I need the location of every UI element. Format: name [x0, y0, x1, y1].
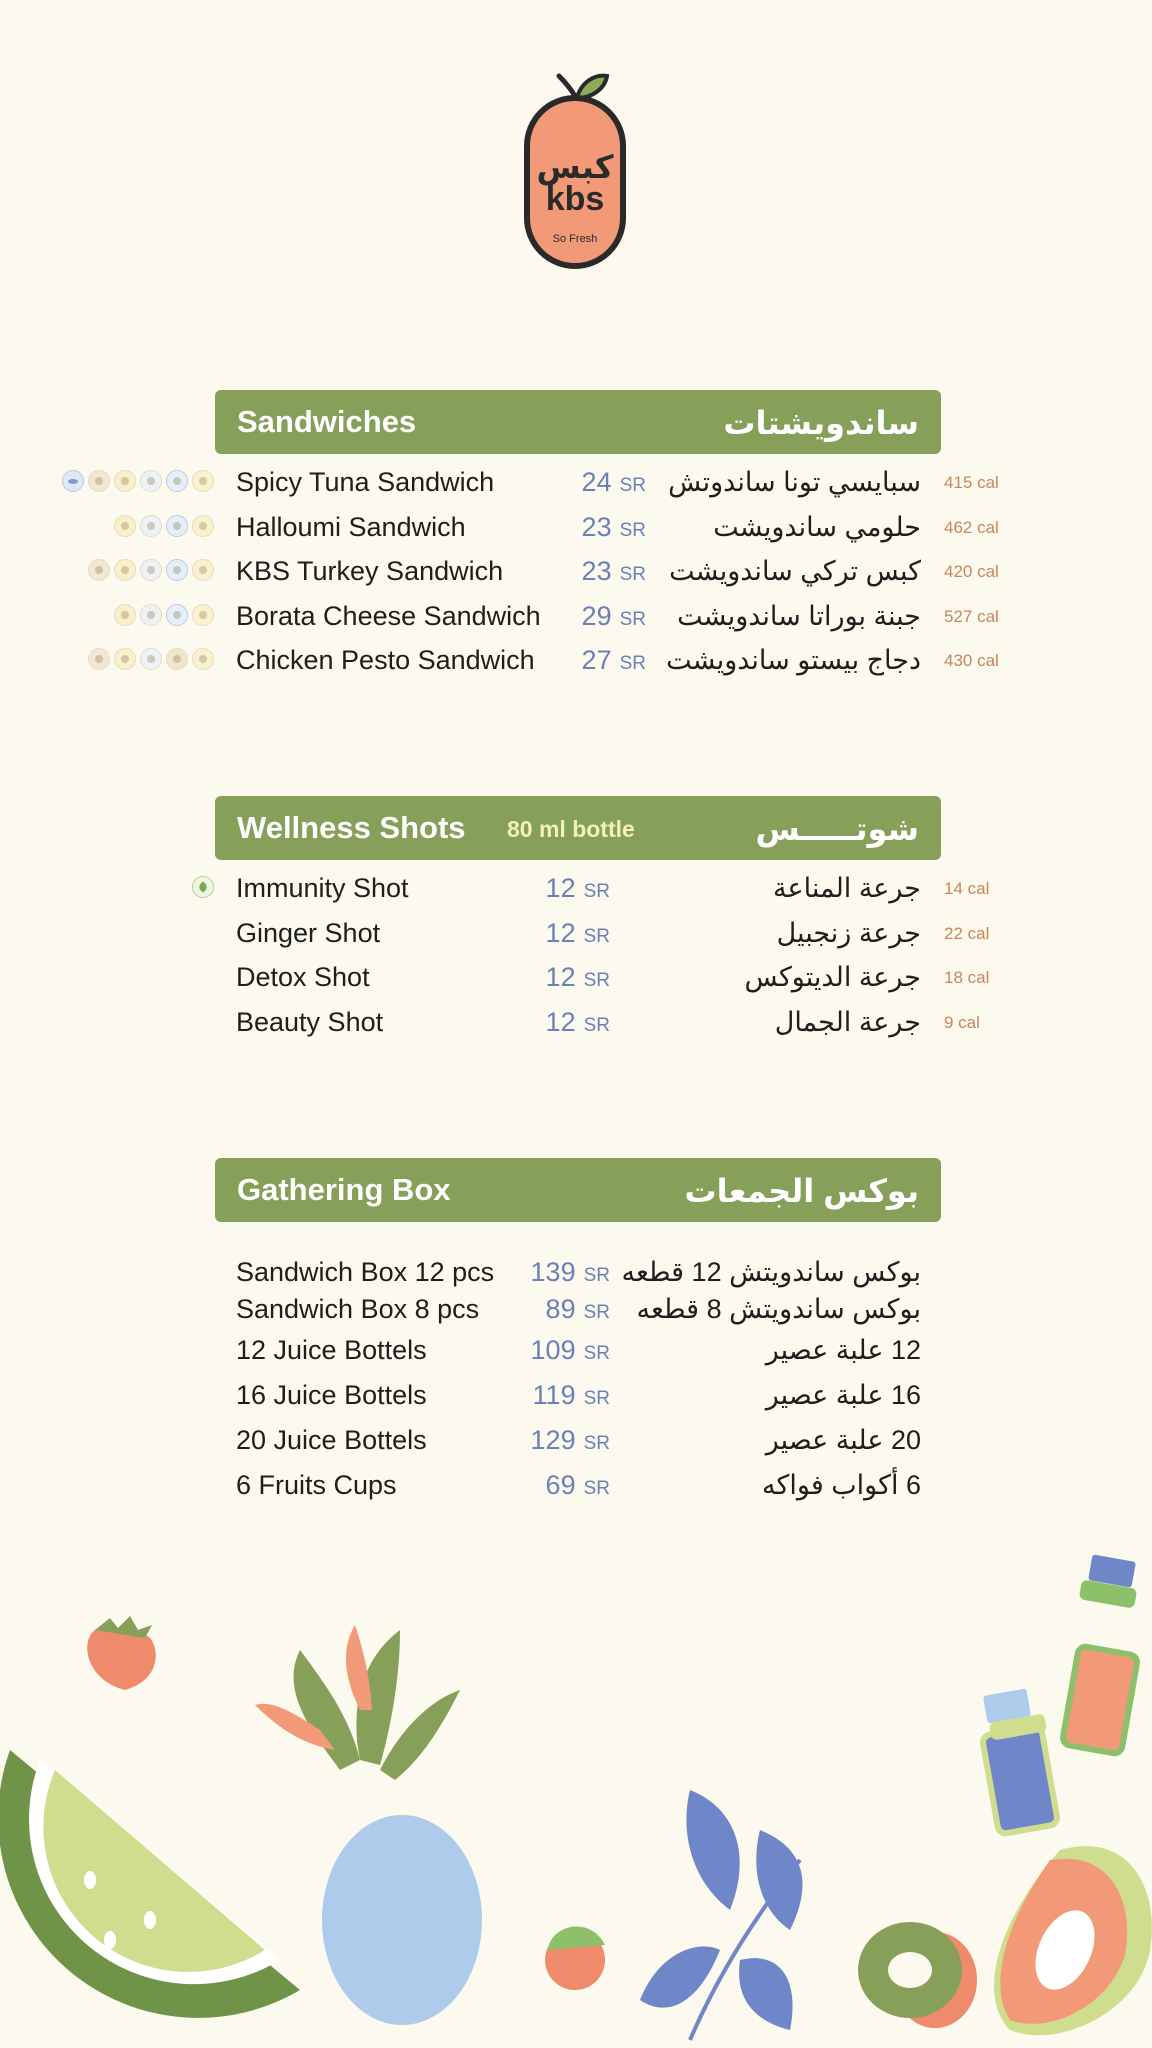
price-value: 12 [545, 917, 576, 948]
sandwiches-section-header [215, 390, 941, 454]
price-currency: SR [619, 608, 646, 630]
item-name-en: Ginger Shot [236, 917, 381, 948]
menu-item-row [0, 596, 1152, 640]
item-name-en: Immunity Shot [236, 873, 409, 903]
item-name-en: 16 Juice Bottels [236, 1380, 427, 1410]
bottle-icon [982, 1688, 1058, 1834]
item-price [546, 1465, 610, 1510]
egg-icon [114, 604, 136, 626]
pineapple-icon [255, 1625, 482, 2025]
menu-item-row [0, 868, 1152, 912]
item-calories: 9 cal [944, 1012, 980, 1032]
item-price [533, 1375, 610, 1420]
item-calories: 430 cal [944, 651, 999, 670]
price-currency: SR [619, 519, 646, 541]
item-name-en: 6 Fruits Cups [236, 1470, 397, 1500]
price-value: 119 [532, 1380, 576, 1410]
milk-icon [140, 515, 162, 537]
price-value: 89 [545, 1294, 576, 1324]
sandwiches-title-ar: ساندويشتات [723, 405, 919, 441]
bread-icon [88, 470, 110, 492]
egg-icon [114, 470, 136, 492]
item-price [546, 957, 610, 1002]
egg-icon [114, 559, 136, 581]
papaya-icon [994, 1846, 1152, 2035]
price-currency: SR [583, 881, 610, 902]
menu-item-row [0, 913, 1152, 957]
item-name-ar: سبايسي تونا ساندوتش [668, 467, 921, 497]
gathering-section-header [215, 1158, 941, 1222]
price-value: 12 [545, 873, 576, 903]
nut-icon [166, 648, 188, 670]
item-name-en: Chicken Pesto Sandwich [236, 645, 535, 675]
price-value: 24 [581, 467, 612, 497]
wellness-bottle-note: 80 ml bottle [507, 816, 635, 842]
bottle-icon [1062, 1554, 1138, 1754]
price-currency: SR [583, 1014, 610, 1036]
gathering-title-ar: بوكس الجمعات [684, 1173, 919, 1209]
item-price [582, 462, 646, 507]
item-calories: 18 cal [944, 968, 990, 987]
price-currency: SR [619, 653, 646, 674]
item-name-ar: 20 علبة عصير [765, 1425, 921, 1455]
item-price [582, 640, 646, 685]
wellness-title-ar: شوتـــــس [755, 811, 919, 847]
price-value: 27 [581, 645, 612, 675]
item-price [582, 507, 646, 552]
item-name-ar: 12 علبة عصير [765, 1335, 921, 1365]
price-currency: SR [619, 475, 646, 496]
price-value: 12 [545, 962, 576, 992]
item-name-en: KBS Turkey Sandwich [236, 556, 504, 586]
item-name-en: Halloumi Sandwich [236, 511, 466, 542]
leaf-icon [192, 876, 214, 898]
item-name-ar: جرعة زنجبيل [776, 917, 921, 948]
price-value: 12 [545, 1006, 576, 1037]
price-currency: SR [583, 1433, 610, 1454]
item-price [546, 1002, 610, 1047]
wheat-icon [192, 515, 214, 537]
price-value: 69 [545, 1470, 576, 1500]
item-name-en: 20 Juice Bottels [236, 1425, 427, 1455]
item-name-ar: 16 علبة عصير [765, 1380, 921, 1410]
menu-item-row [0, 1375, 1152, 1419]
wheat-icon [192, 648, 214, 670]
item-name-ar: جرعة المناعة [773, 873, 921, 903]
item-name-en: 12 Juice Bottels [236, 1335, 427, 1365]
menu-item-row [0, 957, 1152, 1001]
soy-icon [166, 515, 188, 537]
logo-latin: kbs [545, 180, 605, 218]
soy-icon [166, 559, 188, 581]
price-currency: SR [619, 564, 646, 585]
item-name-ar: جرعة الديتوكس [744, 962, 921, 992]
egg-icon [114, 648, 136, 670]
kiwi-icon [858, 1922, 977, 2028]
item-name-ar: حلومي ساندويشت [713, 511, 921, 542]
price-currency: SR [583, 1388, 610, 1409]
sandwiches-title-en: Sandwiches [237, 404, 417, 439]
wellness-section-header [215, 796, 941, 860]
item-calories: 14 cal [944, 879, 990, 898]
menu-item-row [0, 1330, 1152, 1374]
wheat-icon [192, 470, 214, 492]
price-value: 23 [581, 511, 612, 542]
item-price [546, 1289, 610, 1334]
price-currency: SR [583, 925, 610, 947]
price-currency: SR [583, 1302, 610, 1323]
menu-item-row [0, 507, 1152, 551]
price-currency: SR [583, 1343, 610, 1364]
milk-icon [140, 559, 162, 581]
item-name-en: Borata Cheese Sandwich [236, 600, 541, 631]
milk-icon [140, 470, 162, 492]
allergen-icons [114, 604, 214, 630]
price-value: 109 [530, 1335, 576, 1365]
price-currency: SR [583, 1265, 610, 1286]
item-price [582, 596, 646, 641]
menu-item-row [0, 1420, 1152, 1464]
milk-icon [140, 604, 162, 626]
menu-item-row [0, 1465, 1152, 1509]
kbs-logo [519, 70, 631, 272]
item-price [531, 1330, 610, 1375]
item-name-ar: بوكس ساندويتش 12 قطعه [621, 1257, 921, 1287]
item-name-en: Sandwich Box 8 pcs [236, 1294, 480, 1324]
item-calories: 22 cal [944, 923, 990, 943]
item-name-ar: 6 أكواب فواكه [762, 1470, 921, 1500]
menu-item-row [0, 462, 1152, 506]
price-currency: SR [583, 1478, 610, 1499]
soy-icon [166, 604, 188, 626]
item-calories: 415 cal [944, 473, 999, 492]
item-price [582, 551, 646, 596]
menu-item-row [0, 640, 1152, 684]
soy-icon [166, 470, 188, 492]
wheat-icon [192, 559, 214, 581]
watermelon-icon [0, 1750, 300, 2018]
wheat-icon [192, 604, 214, 626]
item-name-ar: جرعة الجمال [774, 1006, 921, 1037]
item-price [531, 1420, 610, 1465]
menu-item-row [0, 1289, 1152, 1333]
strawberry-icon [87, 1616, 156, 1690]
item-name-ar: دجاج بيستو ساندويشت [666, 645, 921, 675]
item-price [546, 868, 610, 913]
leaves-icon [640, 1790, 802, 2040]
item-price [546, 913, 610, 958]
item-calories: 462 cal [944, 517, 999, 537]
item-calories: 527 cal [944, 606, 999, 626]
allergen-icons [192, 876, 214, 902]
price-currency: SR [583, 970, 610, 991]
item-name-en: Detox Shot [236, 962, 370, 992]
allergen-icons [62, 470, 214, 496]
allergen-icons [114, 515, 214, 541]
item-calories: 420 cal [944, 562, 999, 581]
item-name-en: Beauty Shot [236, 1006, 384, 1037]
fruit-illustration [0, 1530, 1152, 2048]
item-name-en: Spicy Tuna Sandwich [236, 467, 495, 497]
item-name-ar: جبنة بوراتا ساندويشت [677, 600, 921, 631]
price-value: 129 [530, 1425, 576, 1455]
price-value: 23 [581, 556, 612, 586]
menu-item-row [0, 1002, 1152, 1046]
milk-icon [140, 648, 162, 670]
bread-icon [88, 648, 110, 670]
allergen-icons [88, 648, 214, 674]
gathering-title-en: Gathering Box [237, 1172, 451, 1207]
egg-icon [114, 515, 136, 537]
fish-icon [62, 470, 84, 492]
wellness-title-en: Wellness Shots [237, 810, 466, 845]
bread-icon [88, 559, 110, 581]
menu-item-row [0, 551, 1152, 595]
logo-tagline: So Fresh [552, 233, 598, 245]
price-value: 29 [581, 600, 612, 631]
price-value: 139 [530, 1257, 576, 1287]
item-name-en: Sandwich Box 12 pcs [236, 1257, 495, 1287]
berry-icon [545, 1926, 605, 1990]
item-name-ar: بوكس ساندويتش 8 قطعه [636, 1294, 921, 1324]
logo-arabic: كبس [536, 148, 614, 186]
allergen-icons [88, 559, 214, 585]
item-name-ar: كبس تركي ساندويشت [669, 556, 921, 586]
